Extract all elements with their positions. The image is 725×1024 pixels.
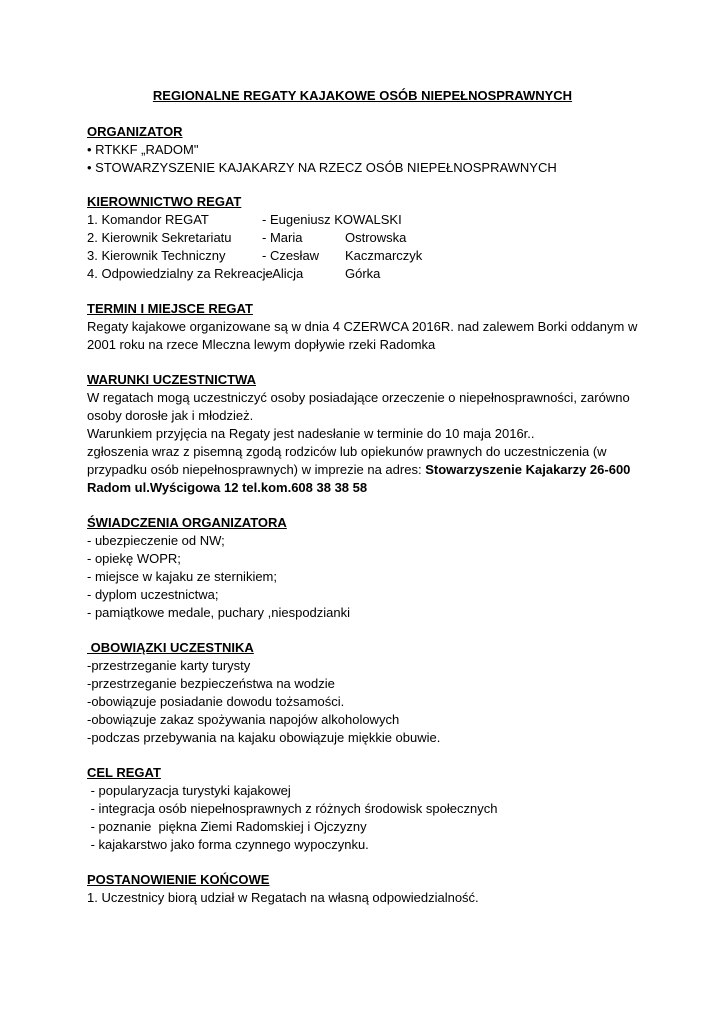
section-heading-cel: CEL REGAT: [87, 765, 161, 780]
staff-surname: Górka: [345, 266, 381, 281]
benefit-item: - dyplom uczestnictwa;: [87, 587, 219, 602]
section-heading-postanowienie: POSTANOWIENIE KOŃCOWE: [87, 872, 270, 887]
staff-role: 2. Kierownik Sekretariatu: [87, 230, 232, 245]
benefit-item: - miejsce w kajaku ze sternikiem;: [87, 569, 277, 584]
benefit-item: - pamiątkowe medale, puchary ,niespodzianki: [87, 605, 351, 620]
duty-item: -podczas przebywania na kajaku obowiązuje miękkie obuwie.: [87, 730, 441, 745]
goal-item: - kajakarstwo jako forma czynnego wypoczynku.: [87, 837, 369, 852]
contact-address-line: [87, 479, 367, 497]
benefit-item: - opiekę WOPR;: [87, 551, 181, 566]
staff-surname: Ostrowska: [345, 230, 407, 245]
organizer-item: • STOWARZYSZENIE KAJAKARZY NA RZECZ OSÓB NIEPEŁNOSPRAWNYCH: [87, 160, 557, 175]
paragraph-line: 2001 roku na rzece Mleczna lewym dopływie rzeki Radomka: [87, 337, 436, 352]
benefit-item: - ubezpieczenie od NW;: [87, 533, 225, 548]
staff-surname: Kaczmarczyk: [345, 248, 423, 263]
duty-item: -obowiązuje posiadanie dowodu tożsamości.: [87, 694, 345, 709]
staff-role: 4. Odpowiedzialny za Rekreacje: [87, 266, 273, 281]
section-heading-kierownictwo: KIEROWNICTWO REGAT: [87, 194, 242, 209]
paragraph-line: Regaty kajakowe organizowane są w dnia 4 CZERWCA 2016R. nad zalewem Borki oddanym w: [87, 319, 638, 334]
organizer-item: • RTKKF „RADOM": [87, 142, 199, 157]
contact-address-continued: Radom ul.Wyścigowa 12 tel.kom.608 38 38 58: [87, 480, 368, 495]
section-heading-obowiazki: OBOWIĄZKI UCZESTNIKA: [87, 640, 254, 655]
staff-name: - Maria: [262, 230, 303, 245]
staff-name: - Alicja: [265, 266, 304, 281]
staff-role: 1. Komandor REGAT: [87, 212, 209, 227]
section-heading-swiadczenia: ŚWIADCZENIA ORGANIZATORA: [87, 515, 287, 530]
paragraph-line-address: [87, 461, 630, 479]
duty-item: -przestrzeganie karty turysty: [87, 658, 251, 673]
paragraph-line: osoby dorosłe jak i młodzież.: [87, 408, 254, 423]
page-title: REGIONALNE REGATY KAJAKOWE OSÓB NIEPEŁNOSPRAWNYCH: [152, 88, 573, 103]
paragraph-line: W regatach mogą uczestniczyć osoby posiadające orzeczenie o niepełnosprawności, zarówno: [87, 390, 630, 405]
goal-item: - integracja osób niepełnosprawnych z różnych środowisk społecznych: [87, 801, 498, 816]
paragraph-line: Warunkiem przyjęcia na Regaty jest nadesłanie w terminie do 10 maja 2016r..: [87, 426, 535, 441]
staff-name: - Eugeniusz KOWALSKI: [262, 212, 402, 227]
staff-name: - Czesław: [262, 248, 320, 263]
goal-item: - poznanie piękna Ziemi Radomskiej i Ojczyzny: [87, 819, 367, 834]
paragraph-line: zgłoszenia wraz z pisemną zgodą rodziców lub opiekunów prawnych do uczestniczenia (w: [87, 444, 607, 459]
final-provision-item: 1. Uczestnicy biorą udział w Regatach na własną odpowiedzialność.: [87, 890, 479, 905]
goal-item: - popularyzacja turystyki kajakowej: [87, 783, 291, 798]
contact-address: Stowarzyszenie Kajakarzy 26-600: [425, 462, 631, 477]
duty-item: -obowiązuje zakaz spożywania napojów alkoholowych: [87, 712, 400, 727]
section-heading-organizator: ORGANIZATOR: [87, 124, 183, 139]
paragraph-text: przypadku osób niepełnosprawnych) w imprezie na adres:: [87, 462, 426, 477]
section-heading-warunki: WARUNKI UCZESTNICTWA: [87, 372, 256, 387]
staff-role: 3. Kierownik Techniczny: [87, 248, 226, 263]
duty-item: -przestrzeganie bezpieczeństwa na wodzie: [87, 676, 335, 691]
section-heading-termin: TERMIN I MIEJSCE REGAT: [87, 301, 253, 316]
